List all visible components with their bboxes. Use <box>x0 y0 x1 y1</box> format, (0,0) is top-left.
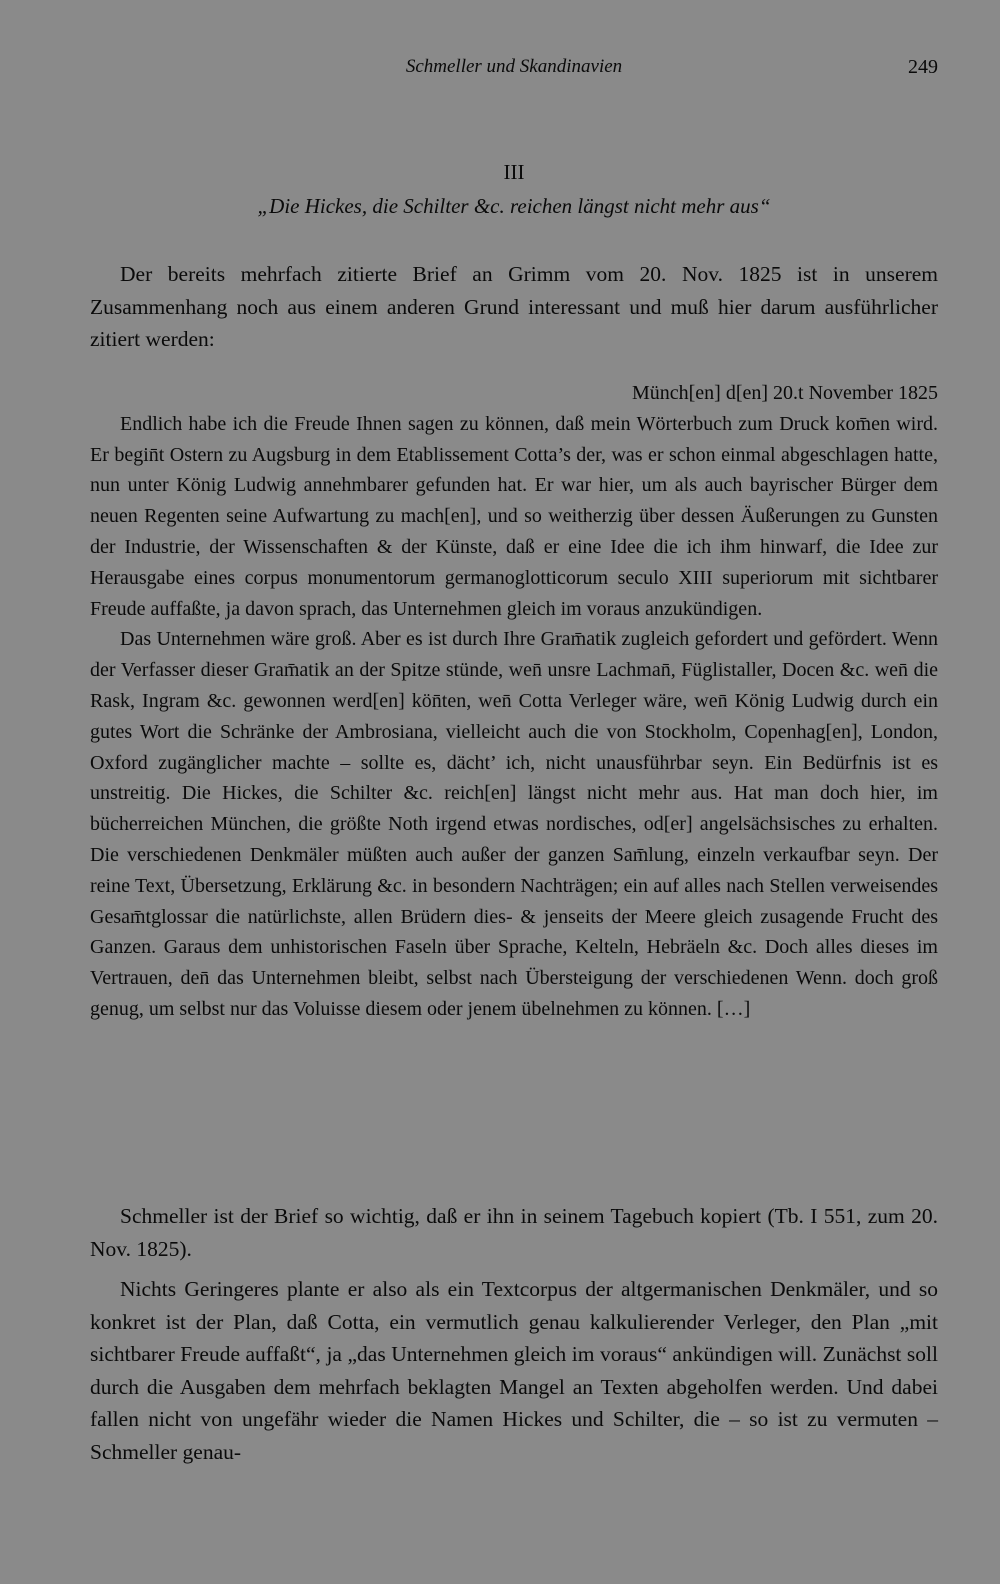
letter-paragraph: Das Unternehmen wäre groß. Aber es ist durch Ihre Gram̄atik zugleich gefordert und gefördert. Wenn der Verfasser dieser Gram̄atik an der Spitze stünde, wen̄ unsre Lachman̄, Füglistaller, Docen &c. wen̄ die Rask, Ingram &c. gewonnen werd[en] kön̄ten, wen̄ Cotta Verleger wäre, wen̄ König Ludwig durch ein gutes Wort die Schränke der Ambrosiana, vielleicht auch die von Stockholm, Copenhag[en], London, Oxford zugänglicher machte – sollte es, dächt’ ich, nicht unausführbar seyn. Ein Bedürfnis ist es unstreitig. Die Hickes, die Schilter &c. reich[en] längst nicht mehr aus. Hat man doch hier, im bücherreichen München, die größte Noth irgend etwas nordisches, od[er] angelsächsisches zu erhalten. Die verschiedenen Denkmäler müßten auch außer der ganzen Sam̄lung, einzeln verkaufbar seyn. Der reine Text, Übersetzung, Erklärung &c. in besondern Nachträgen; ein auf alles nach Stellen verweisendes Gesam̄tglossar die natürlichste, allen Brüdern dies- & jenseits der Meere gleich zusagende Frucht des Ganzen. Garaus dem unhistorischen Faseln über Sprache, Kelteln, Hebräeln &c. Doch alles dieses im Vertrauen, den̄ das Unternehmen bleibt, selbst nach Übersteigung der verschiedenen Wenn. doch groß genug, um selbst nur das Voluisse diesem oder jenem übelnehmen zu können. […] <box>90 628 938 1020</box>
letter-quote <box>90 378 938 1025</box>
paragraph: Der bereits mehrfach zitierte Brief an Grimm vom 20. Nov. 1825 ist in unserem Zusammenhang noch aus einem anderen Grund interessant und muß hier darum ausführlicher zitiert werden: <box>90 262 938 351</box>
running-title: Schmeller und Skandinavien <box>405 56 623 77</box>
following-text <box>90 1200 938 1468</box>
page-number: 249 <box>908 56 938 78</box>
letter-paragraph: Endlich habe ich die Freude Ihnen sagen zu können, daß mein Wörterbuch zum Druck kom̄en wird. Er begin̄t Ostern zu Augsburg in dem Etablissement Cotta’s der, was er schon einmal abgeschlagen hatte, nun unter König Ludwig annehmbarer gefunden hat. Er war hier, um als auch bayrischer Bürger dem neuen Regenten seine Aufwartung zu mach[en], und so weitherzig über dessen Äußerungen zu Gunsten der Industrie, der Wissenschaften & der Künste, daß er eine Idee die ich ihm hinwarf, die Idee zur Herausgabe eines corpus monumentorum germanoglotticorum seculo XIII superiorum mit sichtbarer Freude auffaßte, ja davon sprach, das Unternehmen gleich im voraus anzukündigen. <box>90 412 938 620</box>
section-title: „Die Hickes, die Schilter &c. reichen längst nicht mehr aus“ <box>257 194 771 218</box>
paragraph: Nichts Geringeres plante er also als ein Textcorpus der altgermanischen Denkmäler, und so konkret ist der Plan, daß Cotta, ein vermutlich genau kalkulierender Verleger, den Plan „mit sichtbarer Freude auffaßt“, ja „das Unternehmen gleich im voraus“ ankündigen will. Zunächst soll durch die Ausgaben dem mehrfach beklagten Mangel an Texten abgeholfen werden. Und dabei fallen nicht von ungefähr wieder die Namen Hickes und Schilter, die – so ist zu vermuten – Schmeller genau- <box>90 1277 938 1464</box>
section-number: III <box>503 160 525 184</box>
intro-paragraph <box>90 258 938 356</box>
paragraph: Schmeller ist der Brief so wichtig, daß er ihn in seinem Tagebuch kopiert (Tb. I 551, zum 20. Nov. 1825). <box>90 1204 938 1261</box>
letter-date-line: Münch[en] d[en] 20.t November 1825 <box>631 382 938 404</box>
page-header <box>90 56 938 90</box>
